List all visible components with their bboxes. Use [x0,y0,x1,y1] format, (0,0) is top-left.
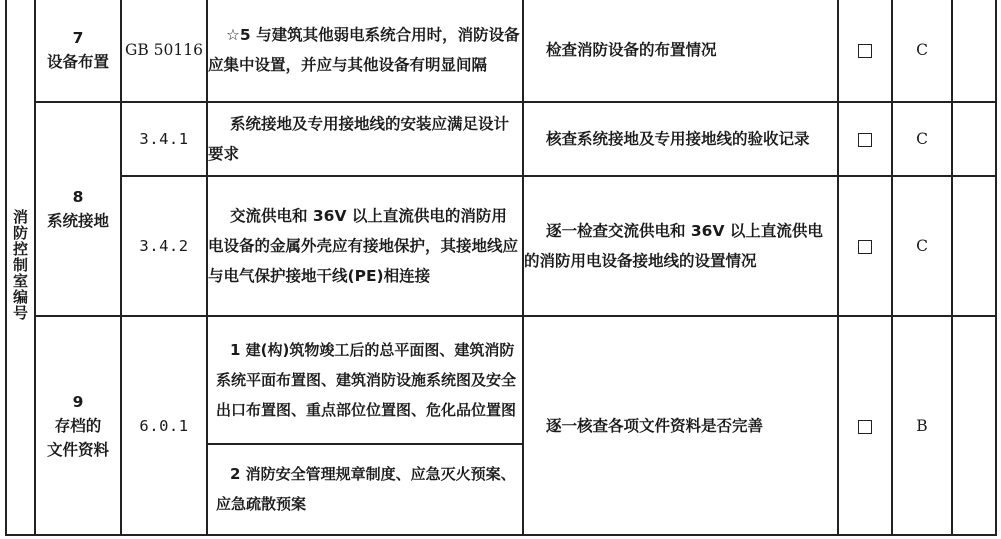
item-cell [35,102,121,316]
method-text: 检查消防设备的布置情况 [546,41,717,59]
requirement-cell [207,176,523,316]
requirement-text: 系统接地及专用接地线的安装应满足设计要求 [208,115,510,163]
requirement-text-2: 2 消防安全管理规章制度、应急灭火预案、应急疏散预案 [216,464,516,513]
method-cell [523,102,838,176]
clause-cell: 6.0.1 [121,316,207,535]
requirement-cell [207,316,523,535]
remarks-cell [952,0,996,102]
inspection-table [5,0,997,536]
checkbox-cell [838,176,892,316]
table-row [6,316,996,535]
grade-cell: C [892,102,952,176]
grade-cell: C [892,0,952,102]
method-cell [523,176,838,316]
item-name: 系统接地 [46,212,109,230]
grade-cell: C [892,176,952,316]
category-cell [6,0,35,535]
item-cell [35,0,121,102]
requirement-text: 交流供电和 36V 以上直流供电的消防用电设备的金属外壳应有接地保护，其接地线应与电气保护接地干线(PE)相连接 [208,207,519,285]
item-name-line1: 存档的 [54,416,102,435]
method-text: 逐一核查各项文件资料是否完善 [546,416,764,435]
item-number: 9 [72,392,84,411]
checkbox-cell [838,0,892,102]
clause-cell: GB 50116 [121,0,207,102]
empty-checkbox-icon[interactable] [858,44,872,58]
requirement-cell [207,102,523,176]
empty-checkbox-icon[interactable] [858,420,872,434]
item-name-line2: 文件资料 [46,440,109,459]
table-row [6,102,996,176]
grade-cell: B [892,316,952,535]
empty-checkbox-icon[interactable] [858,240,872,254]
empty-checkbox-icon[interactable] [858,133,872,147]
requirement-block-2 [208,445,522,532]
checkbox-cell [838,102,892,176]
checkbox-cell [838,316,892,535]
item-cell [35,316,121,535]
requirement-block [208,317,522,445]
item-name: 设备布置 [46,53,109,71]
remarks-cell [952,316,996,535]
clause-cell: 3.4.1 [121,102,207,176]
remarks-cell [952,102,996,176]
table-row [6,176,996,316]
remarks-cell [952,176,996,316]
requirement-text: ☆5 与建筑其他弱电系统合用时，消防设备应集中设置，并应与其他设备有明显间隔 [208,26,520,74]
clause-cell: 3.4.2 [121,176,207,316]
category-label: 消防控制室编号 [11,208,29,321]
method-cell [523,316,838,535]
requirement-cell [207,0,523,102]
method-cell [523,0,838,102]
table-row [6,0,996,102]
method-text: 核查系统接地及专用接地线的验收记录 [546,130,810,148]
item-number: 8 [72,188,84,206]
method-text: 逐一检查交流供电和 36V 以上直流供电的消防用电设备接地线的设置情况 [524,222,823,270]
requirement-text: 1 建(构)筑物竣工后的总平面图、建筑消防系统平面布置图、建筑消防设施系统图及安全出口布置图、重点部位位置图、危化品位置图 [216,341,517,419]
item-number: 7 [72,29,84,47]
